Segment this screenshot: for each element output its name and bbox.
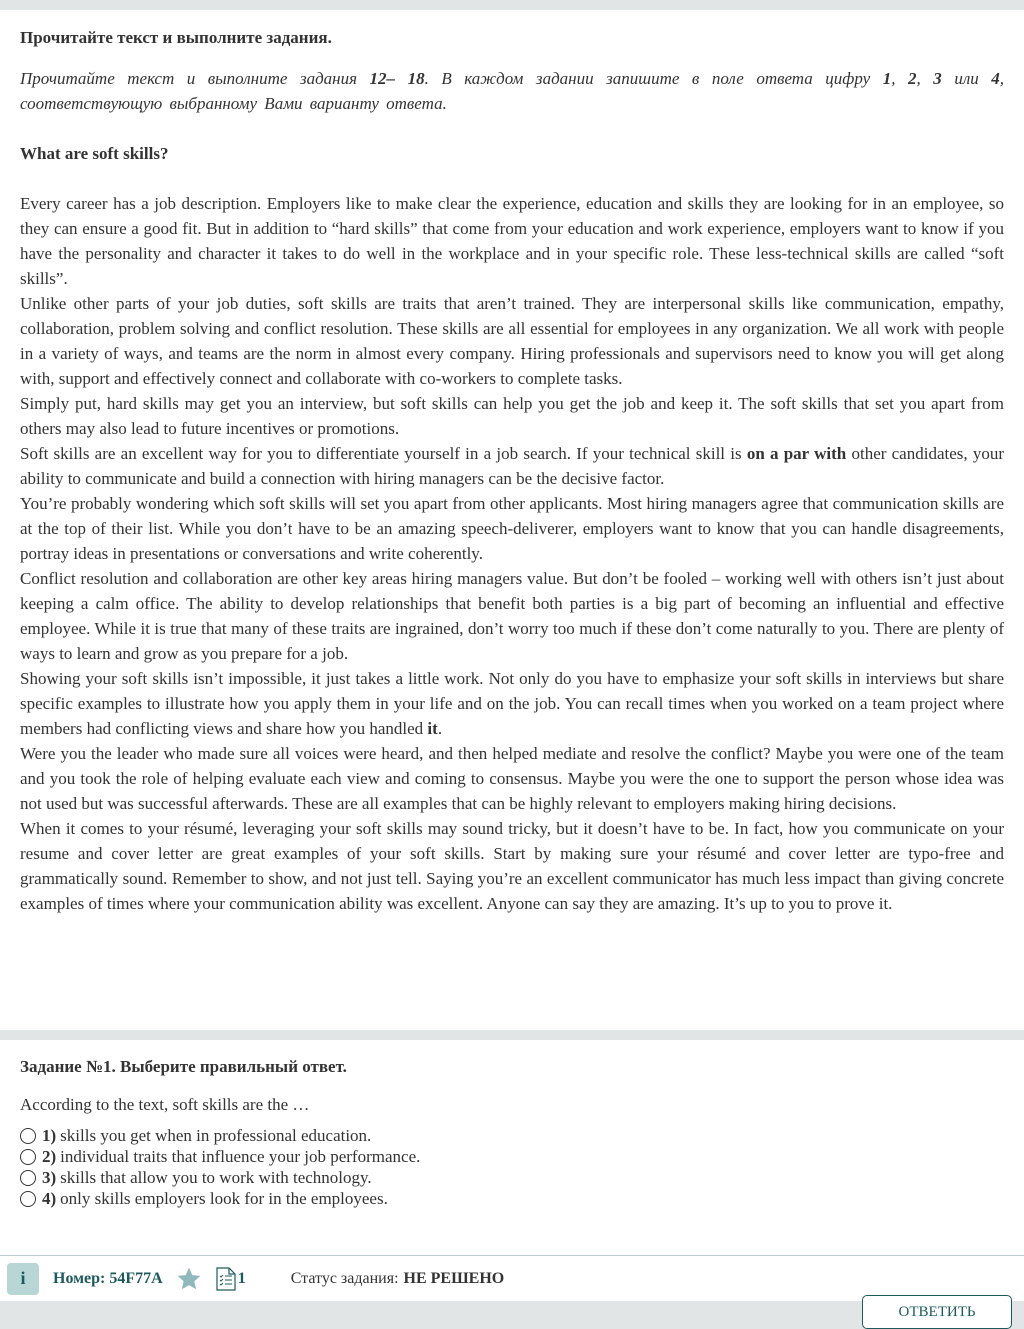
highlighted-word: it [427,719,438,738]
separator: , [916,69,934,88]
status-badge: НЕ РЕШЕНО [403,1269,505,1287]
option-number: 1) [42,1125,57,1145]
task-title: Задание №1. Выберите правильный ответ. [20,1057,347,1076]
answer-option-3[interactable] [20,1167,1004,1188]
article-paragraph [20,441,1004,491]
article-paragraph: Every career has a job description. Employers like to make clear the experience, education and skills they are looking for in an employee, so they can ensure a good fit. But in addition to “hard skills” that come from your education and work experience, employers want to know if you have the personality and character it takes to do well in the workplace and in your specific role. These less-technical skills are called “soft skills”. [20,194,1004,288]
article-paragraph: Simply put, hard skills may get you an interview, but soft skills can help you get the job and keep it. The soft skills that set you apart from others may also lead to future incentives or promotions. [20,394,1004,438]
digit: 1 [882,69,892,88]
option-text: skills that allow you to work with technology. [60,1167,372,1187]
article-body [20,191,1004,916]
instructions-text [20,66,1004,116]
article-paragraph: When it comes to your résumé, leveraging your soft skills may sound tricky, but it doesn’t have to be. In fact, how you communicate on your resume and cover letter are great examples of your soft skills. Start by making sure your résumé and cover letter are typo-free and grammatically sound. Remember to show, and not just tell. Saying you’re an excellent communicator has much less impact than giving concrete examples of times where your communication ability was excellent. Anyone can say they are amazing. It’s up to you to prove it. [20,819,1004,913]
paragraph-text: . [437,719,443,738]
article-title: What are soft skills? [20,144,169,163]
instructions-text-part: . В каждом задании запишите в поле ответа цифру [424,69,883,88]
paragraph-text: Showing your soft skills isn’t impossible, it just takes a little work. Not only do you have to emphasize your soft skills in interviews but share specific examples to illustrate how you apply them in your life and on the job. You can recall times when you worked on a team project where members had conflicting views and share how you handled [20,669,1004,738]
instructions-title: Прочитайте текст и выполните задания. [20,28,332,47]
digit: 2 [908,69,917,88]
radio-button[interactable] [20,1170,36,1186]
task-question: According to the text, soft skills are the … [20,1095,310,1114]
radio-button[interactable] [20,1128,36,1144]
paragraph-text: Soft skills are an excellent way for you to differentiate yourself in a job search. If your technical skill is [20,444,747,463]
option-number: 4) [42,1188,57,1208]
paragraph-text: other candidates, your ability to communicate and build a connection with hiring managers can be the decisive factor. [20,444,1005,488]
task-number: Номер: 54F77A [53,1269,163,1287]
answer-options [20,1125,1004,1209]
article-paragraph: Conflict resolution and collaboration are other key areas hiring managers value. But don’t be fooled – working well with others isn’t just about keeping a calm office. The ability to develop relationships that benefit both parties is a big part of becoming an influential and effective employee. While it is true that many of these traits are ingrained, don’t worry too much if these don’t come naturally to you. There are plenty of ways to learn and grow as you prepare for a job. [20,569,1004,663]
option-number: 2) [42,1146,57,1166]
task-section [20,1056,1004,1209]
separator: , [891,69,909,88]
document-checklist-icon[interactable] [216,1267,236,1291]
star-icon[interactable] [176,1266,202,1292]
radio-button[interactable] [20,1191,36,1207]
option-text: skills you get when in professional education. [60,1125,372,1145]
info-button[interactable]: i [7,1263,39,1295]
status-label: Статус задания: [290,1269,399,1287]
reading-section [0,10,1024,916]
answer-button[interactable]: ОТВЕТИТЬ [862,1295,1012,1329]
separator: или [941,69,992,88]
task-range: 12– 18 [369,69,425,88]
option-text: only skills employers look for in the employees. [60,1188,388,1208]
highlighted-phrase: on a par with [746,444,847,463]
digit: 3 [933,69,942,88]
instructions-text-part: , соответствующую выбранному Вами варианту ответа. [20,69,1005,113]
answer-option-4[interactable] [20,1188,1004,1209]
digit: 4 [991,69,1000,88]
answer-option-1[interactable] [20,1125,1004,1146]
document-count: 1 [237,1269,246,1287]
option-number: 3) [42,1167,57,1187]
instructions-text-part: Прочитайте текст и выполните задания [20,69,370,88]
top-bar [0,0,1024,10]
answer-option-2[interactable] [20,1146,1004,1167]
section-divider [0,1030,1024,1040]
article-paragraph: Unlike other parts of your job duties, soft skills are traits that aren’t trained. They are interpersonal skills like communication, empathy, collaboration, problem solving and conflict resolution. These skills are all essential for employees in any organization. We all work with people in a variety of ways, and teams are the norm in almost every company. Hiring professionals and supervisors need to know you will get along with, support and effectively connect and collaborate with co-workers to complete tasks. [20,294,1004,388]
article-paragraph [20,666,1004,741]
article-paragraph: Were you the leader who made sure all voices were heard, and then helped mediate and resolve the conflict? Maybe you were one of the team and you took the role of helping evaluate each view and coming to consensus. Maybe you were the one to support the person whose idea was not used but was successful afterwards. These are all examples that can be highly relevant to employers making hiring decisions. [20,744,1004,813]
radio-button[interactable] [20,1149,36,1165]
article-paragraph: You’re probably wondering which soft skills will set you apart from other applicants. Most hiring managers agree that communication skills are at the top of their list. While you don’t have to be an amazing speech-deliverer, employers want to know that you can handle disagreements, portray ideas in presentations or conversations and write coherently. [20,494,1004,563]
option-text: individual traits that influence your job performance. [60,1146,421,1166]
